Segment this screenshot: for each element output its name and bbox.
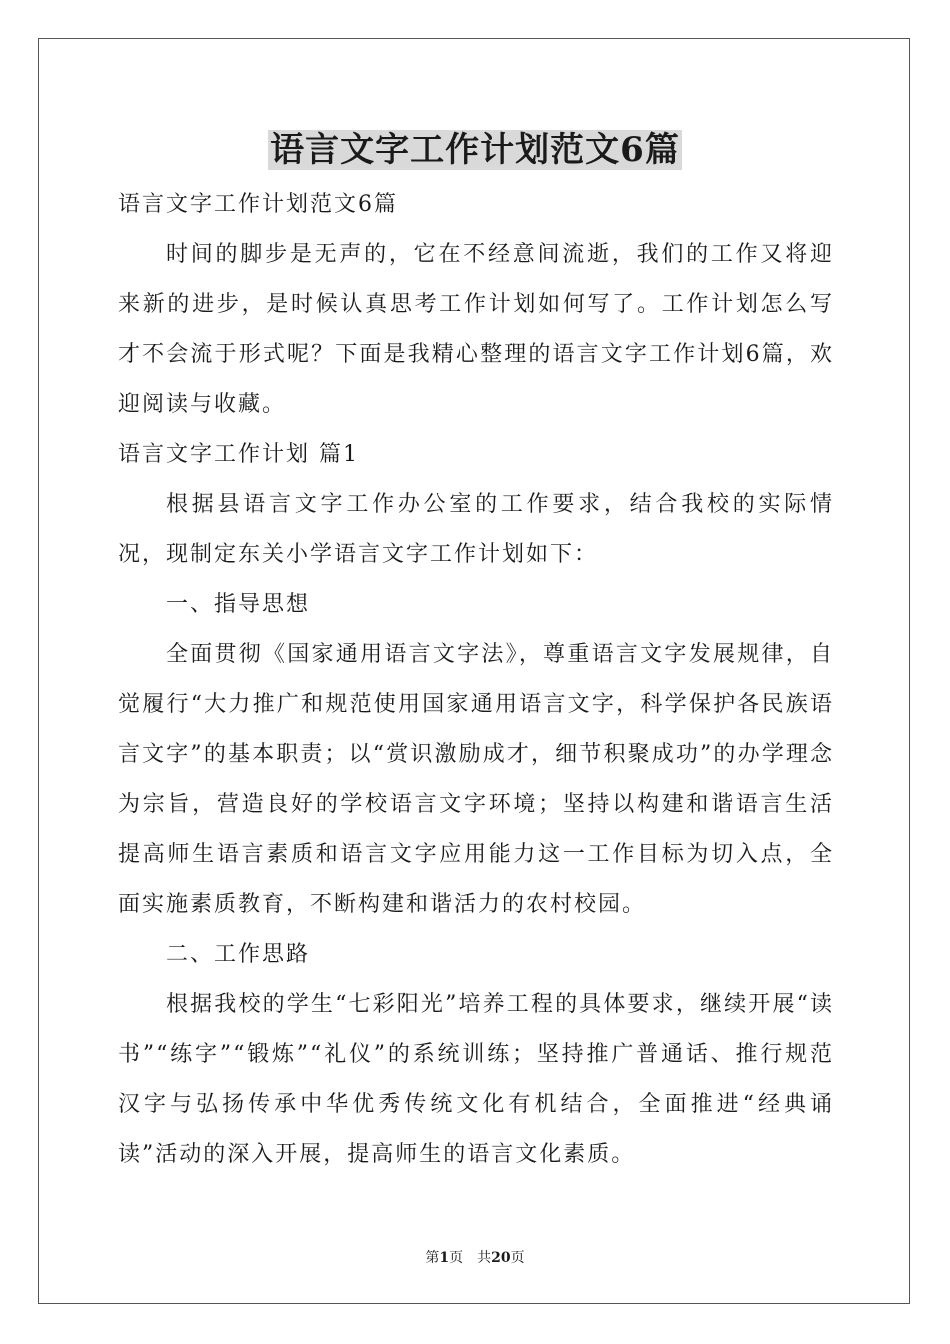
part1-intro-paragraph: 根据县语言文字工作办公室的工作要求，结合我校的实际情况，现制定东关小学语言文字工作计划如下： <box>118 492 834 567</box>
document-title-text: 语言文字工作计划范文6篇 <box>270 130 680 170</box>
footer-total-pages: 20 <box>491 1250 511 1266</box>
guiding-ideology-paragraph: 全面贯彻《国家通用语言文字法》，尊重语言文字发展规律，自觉履行“大力推广和规范使用国家通用语言文字，科学保护各民族语言文字”的基本职责；以“赏识激励成才，细节积聚成功”的办学理念为宗旨，营造良好的学校语言文字环境；坚持以构建和谐语言生活提高师生语言素质和语言文字应用能力这一工作目标为切入点，全面实施素质教育，不断构建和谐活力的农村校园。 <box>118 642 834 917</box>
document-title <box>0 128 950 172</box>
footer-prefix: 第 <box>425 1250 440 1266</box>
intro-paragraph: 时间的脚步是无声的，它在不经意间流逝，我们的工作又将迎来新的进步，是时候认真思考工作计划如何写了。工作计划怎么写才不会流于形式呢？下面是我精心整理的语言文字工作计划6篇，欢迎阅读与收藏。 <box>118 242 834 417</box>
heading-work-approach: 二、工作思路 <box>166 942 311 967</box>
section-heading-part1: 语言文字工作计划 篇1 <box>118 442 359 467</box>
heading-guiding-ideology: 一、指导思想 <box>166 592 311 617</box>
page-footer <box>0 1248 950 1268</box>
work-approach-paragraph: 根据我校的学生“七彩阳光”培养工程的具体要求，继续开展“读书”“练字”“锻炼”“礼仪”的系统训练；坚持推广普通话、推行规范汉字与弘扬传承中华优秀传统文化有机结合，全面推进“经典诵读”活动的深入开展，提高师生的语言文化素质。 <box>118 992 834 1167</box>
footer-current-page: 1 <box>439 1250 450 1266</box>
subtitle-line: 语言文字工作计划范文6篇 <box>118 192 398 217</box>
footer-mid: 页 共 <box>449 1250 492 1266</box>
document-body <box>118 180 834 1180</box>
footer-suffix: 页 <box>510 1250 525 1266</box>
